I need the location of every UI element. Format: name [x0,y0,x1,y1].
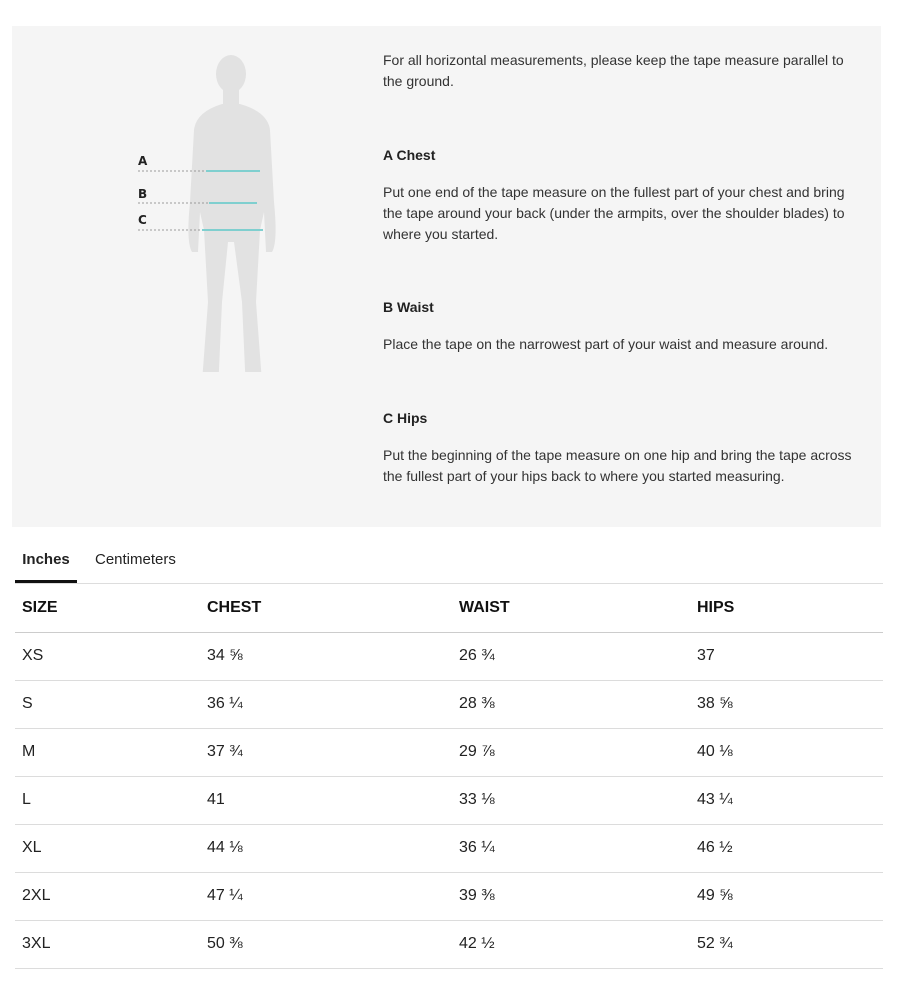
waist-cell: 28 ⅜ [452,680,690,728]
column-header-chest: CHEST [200,584,452,632]
table-row [15,632,883,680]
chest-cell: 36 ¼ [200,680,452,728]
hips-instructions: Put the beginning of the tape measure on one hip and bring the tape across the fullest part of your hips back to where you started measuring. [383,447,852,484]
hips-cell: 40 ⅛ [690,728,883,776]
size-cell: L [15,776,200,824]
size-chart-table [15,584,883,969]
hips-cell: 38 ⅝ [690,680,883,728]
hips-cell: 46 ½ [690,824,883,872]
marker-b-label: B [138,187,148,201]
table-row [15,920,883,968]
hips-cell: 43 ¼ [690,776,883,824]
body-silhouette-icon [122,52,292,372]
chest-cell: 34 ⅝ [200,632,452,680]
size-cell: 2XL [15,872,200,920]
column-header-hips: HIPS [690,584,883,632]
waist-instructions: Place the tape on the narrowest part of your waist and measure around. [383,336,829,352]
waist-cell: 39 ⅜ [452,872,690,920]
unit-tabs [15,540,883,584]
hips-cell: 37 [690,632,883,680]
column-header-waist: WAIST [452,584,690,632]
tab-inches[interactable]: Inches [15,540,77,583]
chest-cell: 37 ¾ [200,728,452,776]
hips-cell: 52 ¾ [690,920,883,968]
waist-cell: 33 ⅛ [452,776,690,824]
body-figure-illustration [122,52,292,372]
size-cell: S [15,680,200,728]
hips-heading: C Hips [383,410,428,426]
table-row [15,872,883,920]
chest-heading: A Chest [383,147,436,163]
size-cell: XS [15,632,200,680]
table-header-row [15,584,883,632]
table-row [15,728,883,776]
chest-cell: 44 ⅛ [200,824,452,872]
chest-cell: 50 ⅜ [200,920,452,968]
waist-heading: B Waist [383,299,434,315]
size-cell: M [15,728,200,776]
marker-c-label: C [138,213,147,227]
waist-cell: 29 ⅞ [452,728,690,776]
chest-cell: 47 ¼ [200,872,452,920]
waist-cell: 26 ¾ [452,632,690,680]
guide-intro-text: For all horizontal measurements, please keep the tape measure parallel to the ground. [383,52,844,89]
column-header-size: SIZE [15,584,200,632]
chest-cell: 41 [200,776,452,824]
table-row [15,680,883,728]
table-row [15,824,883,872]
size-cell: XL [15,824,200,872]
waist-cell: 42 ½ [452,920,690,968]
marker-a-label: A [138,154,148,168]
tab-centimeters[interactable]: Centimeters [95,551,176,568]
table-row [15,776,883,824]
waist-cell: 36 ¼ [452,824,690,872]
size-cell: 3XL [15,920,200,968]
hips-cell: 49 ⅝ [690,872,883,920]
chest-instructions: Put one end of the tape measure on the fullest part of your chest and bring the tape around your back (under the armpits, over the shoulder blades) to where you started. [383,184,845,242]
